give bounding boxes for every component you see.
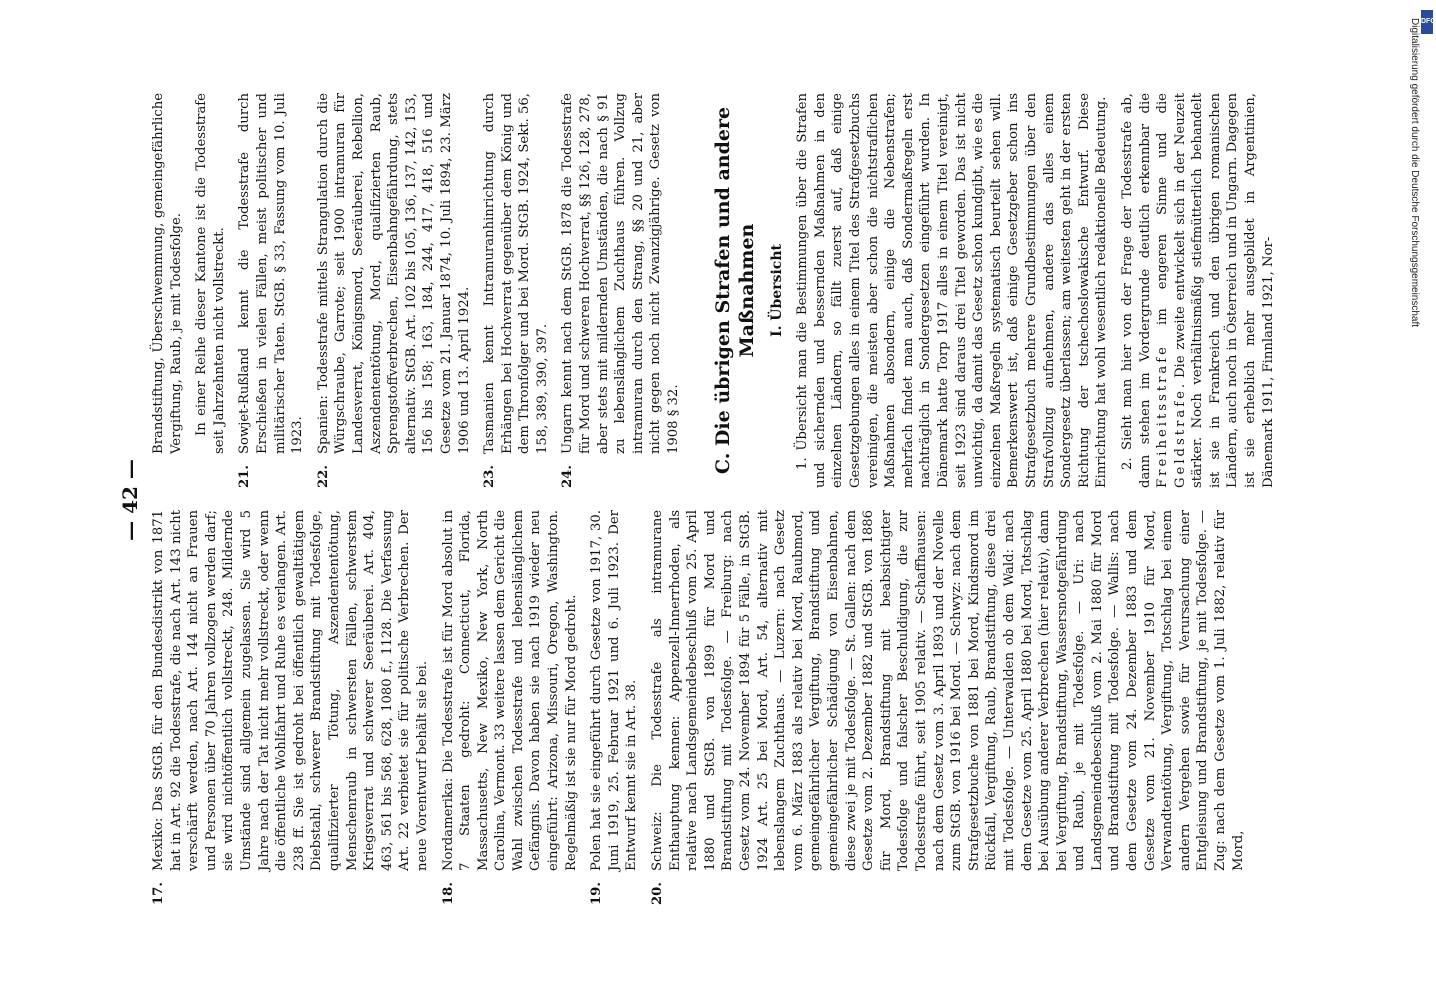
- paragraph-text: 2. Sieht man hier von der Frage der Todesstrafe ab, dann stehen im Vordergrunde deutlich erkennbar die: [1119, 93, 1153, 488]
- dfg-logo: DFG: [1421, 10, 1433, 34]
- paragraph-text: . Die zweite entwickelt sich in der Neuzeit stärker. Noch verhältnismäßig stiefmütterlich behandelt ist sie in Frankreich und den übrigen romanischen Ländern, auch noch in Österreich und in Ungarn. Dagegen ist sie erheblich mehr ausgebildet in Argentinien, Dänemark 1911, Finnland 1921, Nor-: [1172, 93, 1276, 488]
- paragraph-text: im engeren Sinne und die: [1155, 93, 1171, 325]
- entry-22: [315, 93, 473, 488]
- entry-text: Sowjet-Rußland kennt die Todesstrafe durch Erschießen in vielen Fällen, meist politischer und militärischer Taten. StGB. § 33, Fassung vom 10. Juli 1923.: [237, 93, 306, 454]
- left-column: [150, 510, 1255, 905]
- entry-19: [588, 510, 641, 905]
- entry-number: 19.: [589, 882, 605, 905]
- paragraph-final: [1119, 93, 1277, 488]
- entry-text: Nordamerika: Die Todesstrafe ist für Mord absolut in 7 Staaten gedroht: Connecticut, Florida, Massachusetts, New Mexiko, New York, North Carolina, Vermont. 33 weitere lassen dem Gericht die Wahl zwischen Todesstrafe und lebenslänglichem Gefängnis. Davon haben sie nach 1919 wieder neu eingeführt: Arizona, Missouri, Oregon, Washington. Regelmäßig ist sie nur für Mord gedroht.: [440, 510, 579, 871]
- paragraph: 1. Übersicht man die Bestimmungen über die Strafen und sichernden und bessernden Maßnahmen in den einzelnen Ländern, so fällt zuerst auf, daß einige Gesetzgebungen alles in einem Titel des Strafgesetzbuchs vereinigen, die meisten aber schon die nichtstraflichen Maßnahmen absondern, einige die Nebenstrafen; mehrfach findet man auch, daß Sondermaßregeln erst nachträglich in Sondergesetzen eingeführt wurden. In Dänemark hatte Torp 1917 alles in einem Titel vereinigt, seit 1923 sind daraus drei Titel geworden. Das ist nicht unwichtig, da damit das Gesetz schon kundgibt, wie es die einzelnen Maßregeln systematisch beurteilt sehen will. Bemerkenswert ist, daß einige Gesetzgeber schon ins Strafgesetzbuch mehrere Grundbestimmungen über den Strafvollzug aufnehmen, andere das alles einem Sondergesetz überlassen; am weitesten geht in der ersten Richtung der tschechoslowakische Entwurf. Diese Einrichtung hat wohl wesentlich redaktionelle Bedeutung.: [795, 93, 1110, 488]
- right-column: [150, 93, 1285, 488]
- entry-number: 17.: [151, 882, 166, 905]
- continuation-paragraph: In einer Reihe dieser Kantone ist die Todesstrafe seit Jahrzehnten nicht vollstreckt.: [194, 93, 227, 454]
- entry-18: [440, 510, 581, 905]
- entry-number: 22.: [315, 465, 331, 488]
- emphasized-term: Freiheitsstrafe: [1155, 344, 1171, 488]
- entry-number: 21.: [237, 465, 253, 488]
- entry-21: [236, 93, 306, 488]
- entry-24: [559, 93, 682, 488]
- digitization-credit: [1408, 10, 1432, 990]
- subsection-title: I. Übersicht: [768, 244, 785, 337]
- entry-text: Polen hat sie eingeführt durch Gesetze von 1917, 30. Juni 1919, 25. Februar 1921 und 6. Juli 1923. Der Entwurf kennt sie in Art. 38.: [589, 510, 640, 871]
- section-title: C. Die übrigen Strafen und andere Maßnahmen: [711, 106, 758, 475]
- continuation-text: Brandstiftung, Überschwemmung, gemeingefährliche Vergiftung, Raub, je mit Todesfolge.: [151, 93, 184, 454]
- entry-20: [649, 510, 1247, 905]
- credit-text: Digitalisierung gefördert durch die Deutsche Forschungsgemeinschaft: [1409, 18, 1420, 328]
- entry-text: Ungarn kennt nach dem StGB. 1878 die Todesstrafe für Mord und schweren Hochverrat, §§ 126, 128, 278, aber stets mit mildernden Umständen, die nach § 91 zu lebenslänglichem Zuchthaus führen. Vollzug intramuran durch den Strang, §§ 20 und 21, aber nicht gegen noch nicht Zwanzigjährige. Gesetz von 1908 § 32.: [560, 93, 682, 454]
- emphasized-term: Geldstrafe: [1172, 388, 1188, 488]
- entry-text: Tasmanien kennt Intramuranhinrichtung durch Erhängen bei Hochverrat gegenüber dem König und dem Thronfolger und bei Mord. StGB. 1924, Sekt. 56, 158, 389, 390, 397.: [482, 93, 550, 454]
- entry-text: Mexiko: Das StGB. für den Bundesdistrikt von 1871 hat in Art. 92 die Todesstrafe, die nach Art. 143 nicht verschärft werden, nach Art. 144 nicht an Frauen und Personen über 70 Jahren vollzogen werden darf; sie wird nichtöffentlich vollstreckt, 248. Mildernde Umstände sind allgemein zugelassen. Sie wird 5 Jahre nach der Tat nicht mehr vollstreckt, oder wenn die öffentliche Wohlfahrt und Ruhe es verlangen. Art. 238 ff. Sie ist gedroht bei öffentlich gewalttätigem Diebstahl, schwerer Brandstiftung mit Todesfolge, qualifizierter Tötung, Aszendententötung, Menschenraub in schwersten Fällen, schwerstem Kriegsverrat und schwerer Seeräuberei. Art. 404, 463, 561 bis 568, 628, 1080 f., 1128. Die Verfassung Art. 22 verbietet sie für politische Verbrechen. Der neue Vorentwurf behält sie bei.: [151, 510, 430, 871]
- entry-text: Schweiz: Die Todesstrafe als intramurane Enthauptung kennen: Appenzell-Innerrhoden, als relative nach Landsgemeindebeschluß vom 25. April 1880 und StGB. von 1899 für Mord und Brandstiftung mit Todesfolge. — Freiburg: nach Gesetz vom 24. November 1894 für 5 Fälle, in StGB. 1924 Art. 25 bei Mord, Art. 54, alternativ mit lebenslangem Zuchthaus. — Luzern: nach Gesetz vom 6. März 1883 als relativ bei Mord, Raubmord, gemeingefährlicher Vergiftung, Brandstiftung und gemeingefährlicher Schädigung von Eisenbahnen, diese zwei je mit Todesfolge. — St. Gallen: nach dem Gesetze vom 2. Dezember 1882 und StGB. von 1886 für Mord, Brandstiftung mit beabsichtigter Todesfolge und falscher Beschuldigung, die zur Todesstrafe führt, seit 1905 relativ. — Schaffhausen: nach dem Gesetz vom 3. April 1893 und der Novelle zum StGB. von 1916 bei Mord. — Schwyz: nach dem Strafgesetzbuche von 1881 bei Mord, Kindsmord im Rückfall, Vergiftung, Raub, Brandstiftung, diese drei mit Todesfolge. — Unterwalden ob dem Wald: nach dem Gesetze vom 25. April 1880 bei Mord, Totschlag bei Ausübung anderer Verbrechen (hier relativ), dann bei Vergiftung, Brandstiftung, Wassersnotgefährdung und Raub, je mit Todesfolge. — Uri: nach Landsgemeindebeschluß vom 2. Mai 1880 für Mord und Brandstiftung mit Todesfolge. — Wallis: nach dem Gesetze vom 24. Dezember 1883 und dem Gesetze vom 21. November 1910 für Mord, Verwandtentötung, Vergiftung, Totschlag bei einem andern Vergehen sowie für Verursachung einer Entgleisung und Brandstiftung, je mit Todesfolge. — Zug: nach dem Gesetze vom 1. Juli 1882, relativ für Mord,: [650, 510, 1246, 871]
- entry-number: 20.: [650, 882, 666, 905]
- entry-number: 18.: [440, 882, 456, 905]
- entry-text: Spanien: Todesstrafe mittels Strangulation durch die Würgschraube, Garrote; seit 1900 intramuran für Landesverrat, Königsmord, Seeräuberei, Rebellion, Aszendententötung, Mord, qualifizierten Raub, Sprengstoffverbrechen, Eisenbahngefährdung, stets alternativ. StGB. Art. 102 bis 105, 136, 137, 142, 153, 156 bis 158; 163, 184, 244, 417, 418, 516 und Gesetze vom 21. Januar 1874, 10. Juli 1894, 23. März 1906 und 13. April 1924.: [315, 93, 472, 454]
- page-number: — 42 —: [118, 459, 142, 541]
- entry-number: 24.: [560, 465, 576, 488]
- entry-23: [481, 93, 551, 488]
- entry-17: [150, 510, 432, 905]
- entry-number: 23.: [482, 465, 498, 488]
